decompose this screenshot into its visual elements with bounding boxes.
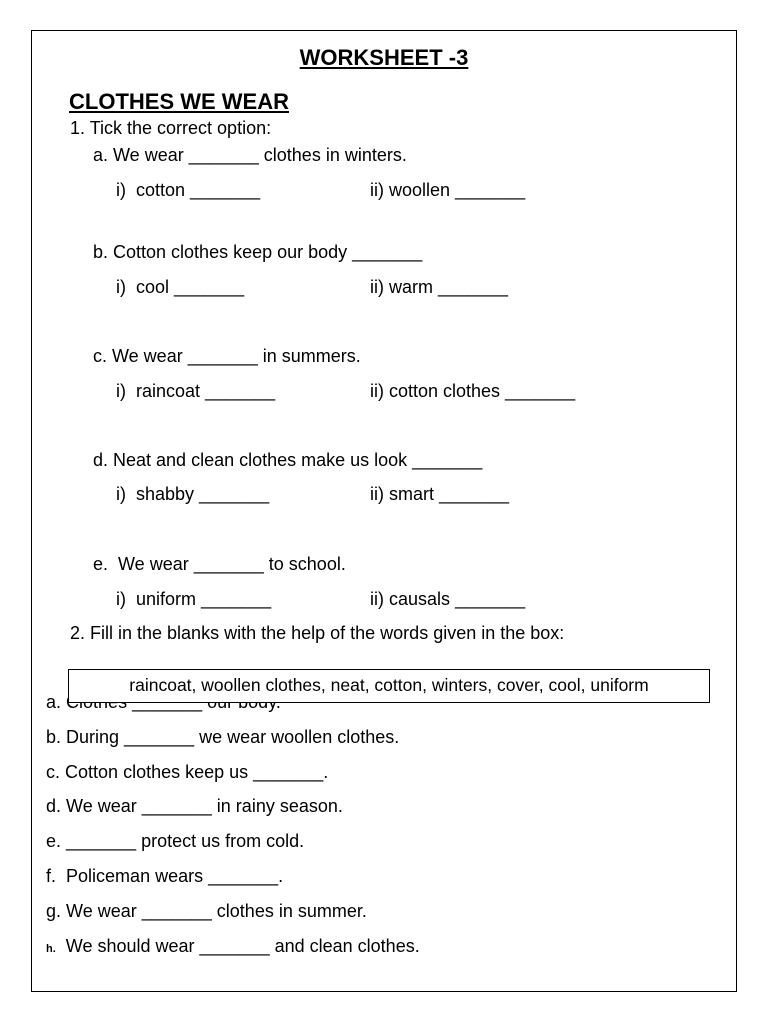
q2-item-b bbox=[46, 726, 399, 748]
q2-item-e bbox=[46, 830, 304, 852]
q1b-option-2[interactable]: ii) warm _______ bbox=[370, 277, 509, 297]
q2-item-c bbox=[46, 761, 328, 783]
q1a-option-1[interactable]: i) cotton _______ bbox=[116, 180, 261, 200]
q2-item-d bbox=[46, 795, 343, 817]
q2-item-letter: g. bbox=[46, 901, 62, 921]
q2-item-g bbox=[46, 900, 367, 922]
q2-item-text: We wear _______ clothes in summer. bbox=[66, 901, 367, 921]
q1b-option-1[interactable]: i) cool _______ bbox=[116, 277, 245, 297]
q2-item-letter: h. bbox=[46, 943, 56, 955]
q1c-stem: c. We wear _______ in summers. bbox=[93, 346, 361, 366]
q2-item-f bbox=[46, 865, 283, 887]
word-box: raincoat, woollen clothes, neat, cotton, winters, cover, cool, uniform bbox=[68, 669, 710, 703]
q1e-option-2[interactable]: ii) causals _______ bbox=[370, 589, 526, 609]
q2-item-letter: c. bbox=[46, 762, 61, 782]
section-title: CLOTHES WE WEAR bbox=[69, 89, 289, 114]
q2-item-letter: a. bbox=[46, 692, 62, 712]
q2-item-letter: d. bbox=[46, 796, 62, 816]
q2-item-h bbox=[46, 935, 420, 960]
q2-item-text: _______ protect us from cold. bbox=[66, 831, 305, 851]
q1a-option-2[interactable]: ii) woollen _______ bbox=[370, 180, 526, 200]
q2-item-letter: e. bbox=[46, 831, 62, 851]
q2-item-letter: b. bbox=[46, 727, 62, 747]
q2-item-letter: f. bbox=[46, 866, 57, 886]
q1d-option-1[interactable]: i) shabby _______ bbox=[116, 484, 270, 504]
q1d-option-2[interactable]: ii) smart _______ bbox=[370, 484, 510, 504]
q2-heading: 2. Fill in the blanks with the help of the words given in the box: bbox=[70, 623, 565, 643]
q2-item-text: We should wear _______ and clean clothes. bbox=[60, 936, 420, 956]
q1c-option-1[interactable]: i) raincoat _______ bbox=[116, 381, 276, 401]
q2-item-text: During _______ we wear woollen clothes. bbox=[66, 727, 400, 747]
q1e-option-1[interactable]: i) uniform _______ bbox=[116, 589, 272, 609]
q2-item-text: Cotton clothes keep us _______. bbox=[65, 762, 329, 782]
q2-item-text: Policeman wears _______. bbox=[61, 866, 284, 886]
q1e-stem: e. We wear _______ to school. bbox=[93, 554, 346, 574]
q1a-stem: a. We wear _______ clothes in winters. bbox=[93, 145, 407, 165]
q2-item-text: We wear _______ in rainy season. bbox=[66, 796, 343, 816]
worksheet-title: WORKSHEET -3 bbox=[299, 45, 469, 70]
q1c-option-2[interactable]: ii) cotton clothes _______ bbox=[370, 381, 576, 401]
q1b-stem: b. Cotton clothes keep our body _______ bbox=[93, 242, 423, 262]
q1d-stem: d. Neat and clean clothes make us look _______ bbox=[93, 450, 483, 470]
q1-heading: 1. Tick the correct option: bbox=[70, 118, 272, 138]
